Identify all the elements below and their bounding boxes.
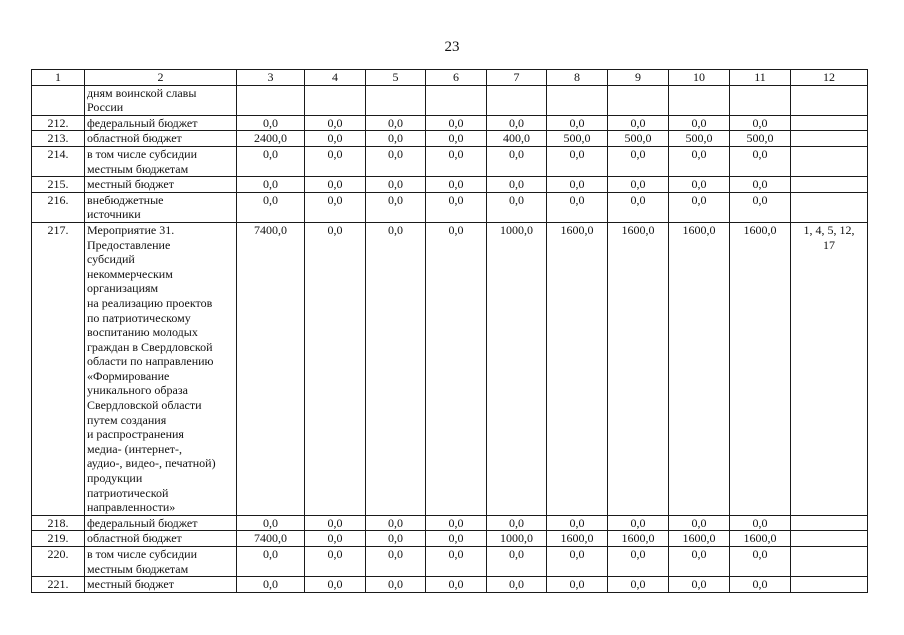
value-cell: 0,0: [730, 577, 791, 593]
value-cell: 0,0: [730, 115, 791, 131]
value-cell: 0,0: [487, 146, 547, 176]
table-row: [32, 85, 868, 115]
value-cell: 0,0: [366, 192, 426, 222]
table-row: [32, 131, 868, 147]
value-cell: 0,0: [366, 146, 426, 176]
value-cell: 0,0: [366, 177, 426, 193]
value-cell: [547, 85, 608, 115]
value-cell: 0,0: [547, 177, 608, 193]
targets-cell: [791, 85, 868, 115]
value-cell: 0,0: [237, 577, 305, 593]
value-cell: 0,0: [547, 115, 608, 131]
table-row: [32, 192, 868, 222]
value-cell: 0,0: [305, 192, 366, 222]
table-row: [32, 146, 868, 176]
value-cell: 0,0: [426, 177, 487, 193]
value-cell: 0,0: [305, 131, 366, 147]
value-cell: 0,0: [487, 192, 547, 222]
value-cell: 0,0: [305, 531, 366, 547]
value-cell: 0,0: [608, 115, 669, 131]
value-cell: 0,0: [608, 192, 669, 222]
table-body: [32, 70, 868, 593]
value-cell: 0,0: [669, 177, 730, 193]
value-cell: 1600,0: [730, 222, 791, 515]
value-cell: 500,0: [547, 131, 608, 147]
value-cell: [305, 85, 366, 115]
row-number-cell: 218.: [32, 515, 85, 531]
value-cell: [237, 85, 305, 115]
column-header: 5: [366, 70, 426, 86]
targets-cell: [791, 515, 868, 531]
value-cell: 0,0: [669, 192, 730, 222]
column-header: 6: [426, 70, 487, 86]
value-cell: 0,0: [366, 547, 426, 577]
value-cell: 0,0: [305, 115, 366, 131]
value-cell: 7400,0: [237, 222, 305, 515]
value-cell: 400,0: [487, 131, 547, 147]
row-name-cell: дням воинской славы России: [85, 85, 237, 115]
value-cell: 0,0: [608, 547, 669, 577]
row-number-cell: [32, 85, 85, 115]
value-cell: 0,0: [730, 515, 791, 531]
value-cell: 0,0: [237, 515, 305, 531]
value-cell: 0,0: [547, 515, 608, 531]
table-row: [32, 177, 868, 193]
row-number-cell: 216.: [32, 192, 85, 222]
row-name-cell: местный бюджет: [85, 177, 237, 193]
value-cell: 0,0: [426, 531, 487, 547]
value-cell: 1600,0: [608, 222, 669, 515]
value-cell: 0,0: [426, 131, 487, 147]
value-cell: 0,0: [487, 577, 547, 593]
table-row: [32, 577, 868, 593]
page-number: 23: [444, 39, 460, 55]
value-cell: 0,0: [426, 115, 487, 131]
row-number-cell: 213.: [32, 131, 85, 147]
column-header: 10: [669, 70, 730, 86]
value-cell: 1000,0: [487, 531, 547, 547]
value-cell: 0,0: [547, 577, 608, 593]
value-cell: 0,0: [305, 515, 366, 531]
value-cell: [669, 85, 730, 115]
targets-cell: 1, 4, 5, 12, 17: [791, 222, 868, 515]
value-cell: 0,0: [426, 547, 487, 577]
value-cell: 0,0: [237, 547, 305, 577]
value-cell: 0,0: [305, 177, 366, 193]
targets-cell: [791, 177, 868, 193]
value-cell: 0,0: [366, 222, 426, 515]
value-cell: 0,0: [305, 146, 366, 176]
value-cell: 7400,0: [237, 531, 305, 547]
row-name-cell: местный бюджет: [85, 577, 237, 593]
value-cell: 1600,0: [730, 531, 791, 547]
column-header: 9: [608, 70, 669, 86]
value-cell: 500,0: [730, 131, 791, 147]
value-cell: 0,0: [426, 577, 487, 593]
table-row: [32, 531, 868, 547]
value-cell: 0,0: [366, 531, 426, 547]
value-cell: 1000,0: [487, 222, 547, 515]
value-cell: [730, 85, 791, 115]
column-header: 1: [32, 70, 85, 86]
table-row: [32, 547, 868, 577]
value-cell: 0,0: [487, 547, 547, 577]
value-cell: 0,0: [669, 577, 730, 593]
value-cell: [426, 85, 487, 115]
value-cell: [366, 85, 426, 115]
row-name-cell: областной бюджет: [85, 131, 237, 147]
value-cell: 0,0: [305, 222, 366, 515]
targets-cell: [791, 115, 868, 131]
targets-cell: [791, 531, 868, 547]
column-header: 11: [730, 70, 791, 86]
table-row: [32, 515, 868, 531]
value-cell: 0,0: [426, 222, 487, 515]
value-cell: 1600,0: [669, 222, 730, 515]
value-cell: 0,0: [730, 192, 791, 222]
column-header: 8: [547, 70, 608, 86]
value-cell: 0,0: [487, 177, 547, 193]
value-cell: 0,0: [487, 115, 547, 131]
column-header: 12: [791, 70, 868, 86]
value-cell: 0,0: [426, 146, 487, 176]
value-cell: 0,0: [305, 547, 366, 577]
value-cell: 0,0: [426, 515, 487, 531]
value-cell: 0,0: [237, 192, 305, 222]
column-header: 3: [237, 70, 305, 86]
targets-cell: [791, 577, 868, 593]
column-header: 7: [487, 70, 547, 86]
row-number-cell: 221.: [32, 577, 85, 593]
row-number-cell: 215.: [32, 177, 85, 193]
value-cell: 0,0: [608, 177, 669, 193]
value-cell: 0,0: [366, 115, 426, 131]
value-cell: 0,0: [730, 177, 791, 193]
row-number-cell: 220.: [32, 547, 85, 577]
value-cell: 0,0: [237, 146, 305, 176]
value-cell: 0,0: [608, 577, 669, 593]
value-cell: 0,0: [366, 515, 426, 531]
value-cell: 0,0: [237, 177, 305, 193]
value-cell: 500,0: [608, 131, 669, 147]
row-number-cell: 214.: [32, 146, 85, 176]
value-cell: 1600,0: [669, 531, 730, 547]
value-cell: 0,0: [669, 146, 730, 176]
column-header: 2: [85, 70, 237, 86]
column-number-row: [32, 70, 868, 86]
row-number-cell: 217.: [32, 222, 85, 515]
table-row: [32, 115, 868, 131]
value-cell: 1600,0: [547, 222, 608, 515]
value-cell: [608, 85, 669, 115]
targets-cell: [791, 547, 868, 577]
row-name-cell: областной бюджет: [85, 531, 237, 547]
row-name-cell: Мероприятие 31. Предоставление субсидий некоммерческим организациям на реализацию проектов по патриотическому воспитанию молодых граждан в Свердловской области по направлению «Формирование уникального образа Свердловской области путем создания и распространения медиа- (интернет-, аудио-, видео-, печатной) продукции патриотической направленности»: [85, 222, 237, 515]
value-cell: 500,0: [669, 131, 730, 147]
value-cell: 2400,0: [237, 131, 305, 147]
targets-cell: [791, 192, 868, 222]
value-cell: 0,0: [487, 515, 547, 531]
column-header: 4: [305, 70, 366, 86]
row-name-cell: внебюджетные источники: [85, 192, 237, 222]
value-cell: 0,0: [608, 515, 669, 531]
value-cell: 0,0: [547, 146, 608, 176]
value-cell: 0,0: [547, 547, 608, 577]
value-cell: [487, 85, 547, 115]
row-number-cell: 212.: [32, 115, 85, 131]
value-cell: 0,0: [730, 146, 791, 176]
row-name-cell: федеральный бюджет: [85, 115, 237, 131]
value-cell: 0,0: [305, 577, 366, 593]
value-cell: 0,0: [366, 577, 426, 593]
value-cell: 0,0: [730, 547, 791, 577]
row-name-cell: в том числе субсидии местным бюджетам: [85, 146, 237, 176]
budget-table: [31, 69, 868, 593]
table-row: [32, 222, 868, 515]
value-cell: 0,0: [547, 192, 608, 222]
value-cell: 0,0: [366, 131, 426, 147]
value-cell: 0,0: [608, 146, 669, 176]
row-number-cell: 219.: [32, 531, 85, 547]
row-name-cell: в том числе субсидии местным бюджетам: [85, 547, 237, 577]
row-name-cell: федеральный бюджет: [85, 515, 237, 531]
value-cell: 0,0: [669, 547, 730, 577]
value-cell: 0,0: [669, 515, 730, 531]
value-cell: 0,0: [237, 115, 305, 131]
value-cell: 1600,0: [547, 531, 608, 547]
value-cell: 0,0: [669, 115, 730, 131]
value-cell: 0,0: [426, 192, 487, 222]
targets-cell: [791, 146, 868, 176]
targets-cell: [791, 131, 868, 147]
value-cell: 1600,0: [608, 531, 669, 547]
